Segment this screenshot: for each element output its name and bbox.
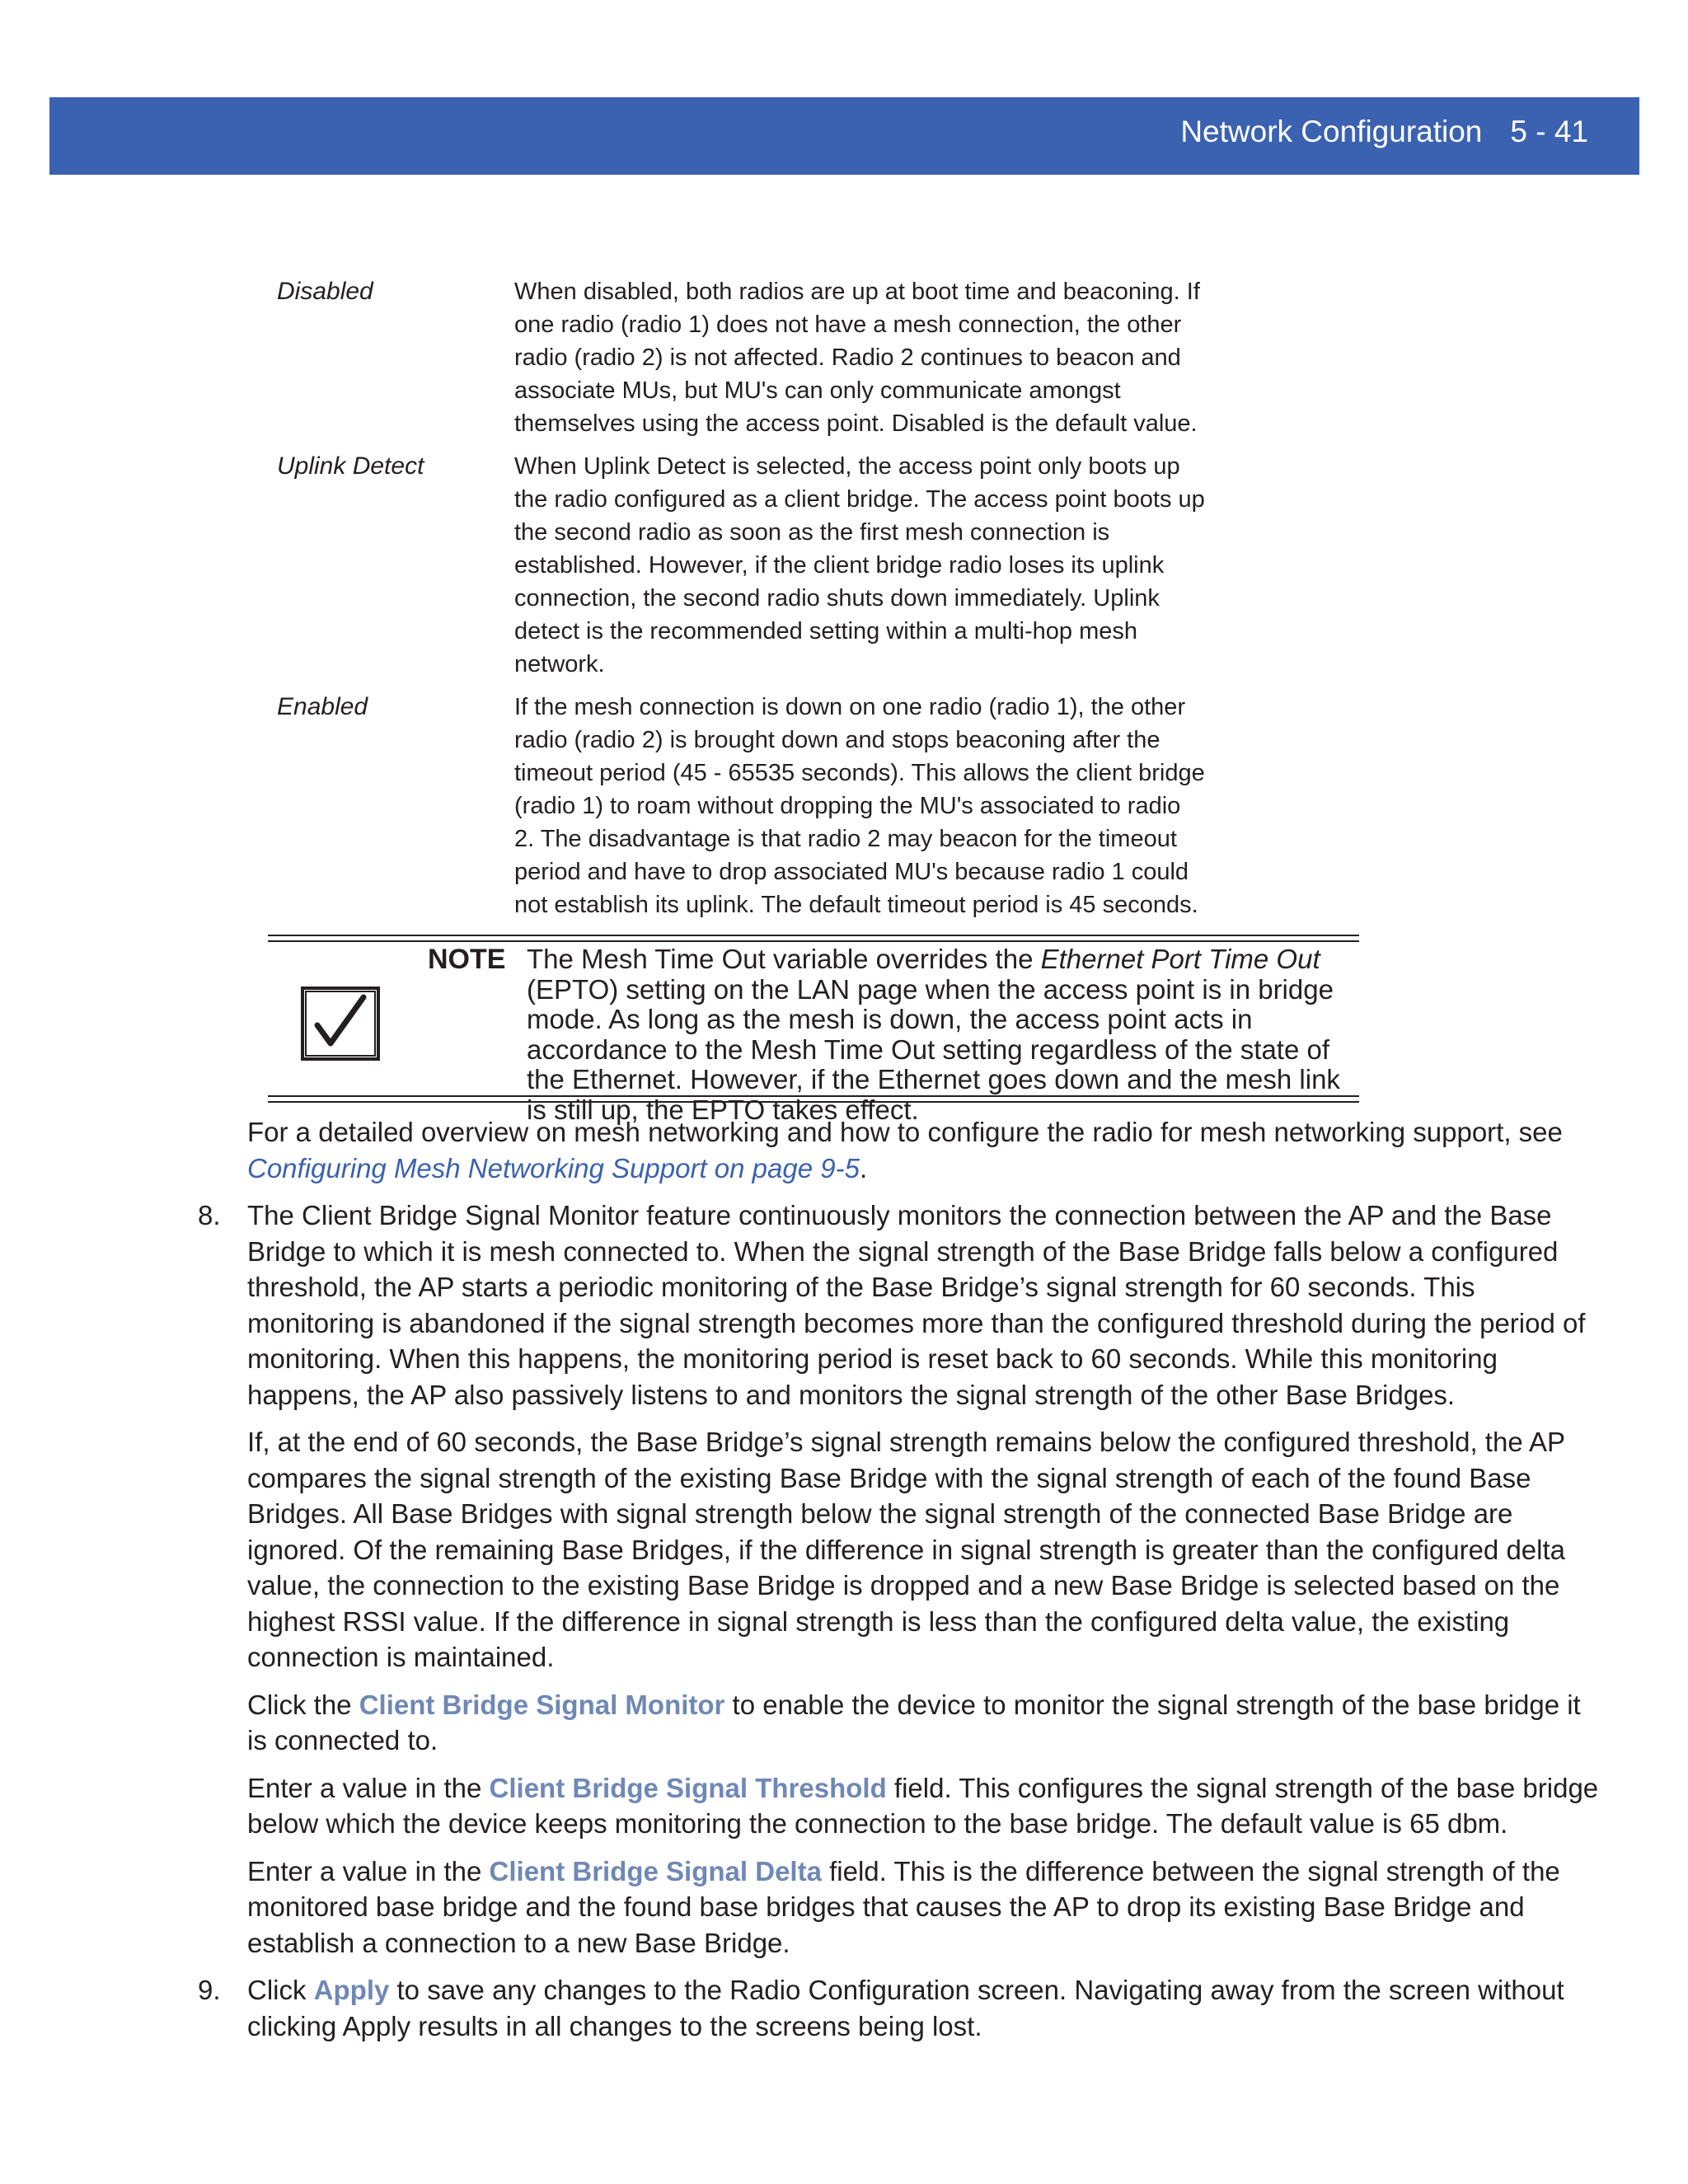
- step-8: [198, 1197, 1599, 1961]
- client-bridge-signal-monitor-term: Client Bridge Signal Monitor: [359, 1689, 725, 1720]
- option-term: Disabled: [277, 278, 373, 305]
- step-9-paragraph: Click Apply to save any changes to the Radio Configuration screen. Navigating away from the screen without clicking Apply results in all changes to the screens being lost.: [247, 1975, 1564, 2041]
- option-row-enabled: [277, 691, 1205, 921]
- signal-monitor-paragraph: Click the Client Bridge Signal Monitor to enable the device to monitor the signal strength of the base bridge it is connected to.: [247, 1689, 1581, 1755]
- note-callout: [268, 935, 1359, 1125]
- section-title: Network Configuration: [1180, 115, 1483, 148]
- note-top-rule-inner: [268, 940, 1359, 942]
- step-9: [198, 1972, 1599, 2044]
- option-row-uplink-detect: [277, 450, 1205, 681]
- option-description: When disabled, both radios are up at boot time and beaconing. If one radio (radio 1) does not have a mesh connection, the other radio (radio 2) is not affected. Radio 2 continues to beacon and associate MUs, but MU's can only communicate amongst themselves using the access point. Disabled is the default value.: [514, 279, 1200, 437]
- checkmark-box-icon: [301, 986, 380, 1062]
- option-term: Uplink Detect: [277, 452, 424, 480]
- apply-term: Apply: [313, 1975, 390, 2005]
- client-bridge-signal-threshold-term: Client Bridge Signal Threshold: [489, 1772, 887, 1803]
- step-8-paragraph-2: If, at the end of 60 seconds, the Base Bridge’s signal strength remains below the configured threshold, the AP compares the signal strength of the existing Base Bridge with the signal strength of each of the found Base Bridges. All Base Bridges with signal strength below the signal strength of the connected Base Bridge are ignored. Of the remaining Base Bridges, if the difference in signal strength is greater than the configured delta value, the connection to the existing Base Bridge is dropped and a new Base Bridge is selected based on the highest RSSI value. If the difference in signal strength is less than the configured delta value, the existing connection is maintained.: [247, 1427, 1566, 1672]
- page-number: 5 - 41: [1510, 115, 1588, 148]
- signal-threshold-paragraph: Enter a value in the Client Bridge Signal Threshold field. This configures the signal strength of the base bridge below which the device keeps monitoring the connection to the base bridge. The default value is 65 dbm.: [247, 1772, 1599, 1839]
- client-bridge-signal-delta-term: Client Bridge Signal Delta: [489, 1855, 822, 1886]
- note-bottom-rule: [268, 1101, 1359, 1103]
- option-description: When Uplink Detect is selected, the access point only boots up the radio configured as a client bridge. The access point boots up the second radio as soon as the first mesh connection is established. However, if the client bridge radio loses its uplink connection, the second radio shuts down immediately. Uplink detect is the recommended setting within a multi-hop mesh network.: [514, 453, 1205, 677]
- mesh-options-table: [277, 275, 1205, 931]
- body-text: [198, 1114, 1599, 2055]
- option-row-disabled: [277, 275, 1200, 440]
- note-label: NOTE: [428, 944, 506, 975]
- step-number: 9.: [198, 1975, 221, 2005]
- page-header-bar: [49, 97, 1639, 175]
- note-top-rule: [268, 935, 1359, 936]
- option-term: Enabled: [277, 693, 368, 720]
- note-text: The Mesh Time Out variable overrides the Ethernet Port Time Out (EPTO) setting on the LAN page when the access point is in bridge mode. As long as the mesh is down, the access point acts in accordance to the Mesh Time Out setting regardless of the state of the Ethernet. However, if the Ethernet goes down and the mesh link is still up, the EPTO takes effect.: [527, 944, 1340, 1125]
- signal-delta-paragraph: Enter a value in the Client Bridge Signal Delta field. This is the difference between the signal strength of the monitored base bridge and the found base bridges that causes the AP to drop its existing Base Bridge and establish a connection to a new Base Bridge.: [247, 1855, 1560, 1958]
- configuring-mesh-link[interactable]: Configuring Mesh Networking Support on page 9-5: [247, 1152, 860, 1183]
- option-description: If the mesh connection is down on one radio (radio 1), the other radio (radio 2) is brought down and stops beaconing after the timeout period (45 - 65535 seconds). This allows the client bridge (radio 1) to roam without dropping the MU's associated to radio 2. The disadvantage is that radio 2 may beacon for the timeout period and have to drop associated MU's because radio 1 could not establish its uplink. The default timeout period is 45 seconds.: [514, 694, 1205, 918]
- overview-paragraph: For a detailed overview on mesh networking and how to configure the radio for mesh networking support, see Configuring Mesh Networking Support on page 9-5.: [247, 1117, 1563, 1183]
- step-number: 8.: [198, 1200, 221, 1230]
- page-header: [1180, 114, 1588, 150]
- note-emphasis: Ethernet Port Time Out: [1040, 944, 1320, 974]
- step-8-paragraph-1: The Client Bridge Signal Monitor feature continuously monitors the connection between the AP and the Base Bridge to which it is mesh connected to. When the signal strength of the Base Bridge falls below a configured threshold, the AP starts a periodic monitoring of the Base Bridge’s signal strength for 60 seconds. This monitoring is abandoned if the signal strength becomes more than the configured threshold during the period of monitoring. When this happens, the monitoring period is reset back to 60 seconds. While this monitoring happens, the AP also passively listens to and monitors the signal strength of the other Base Bridges.: [247, 1200, 1586, 1410]
- note-bottom-rule-inner: [268, 1095, 1359, 1097]
